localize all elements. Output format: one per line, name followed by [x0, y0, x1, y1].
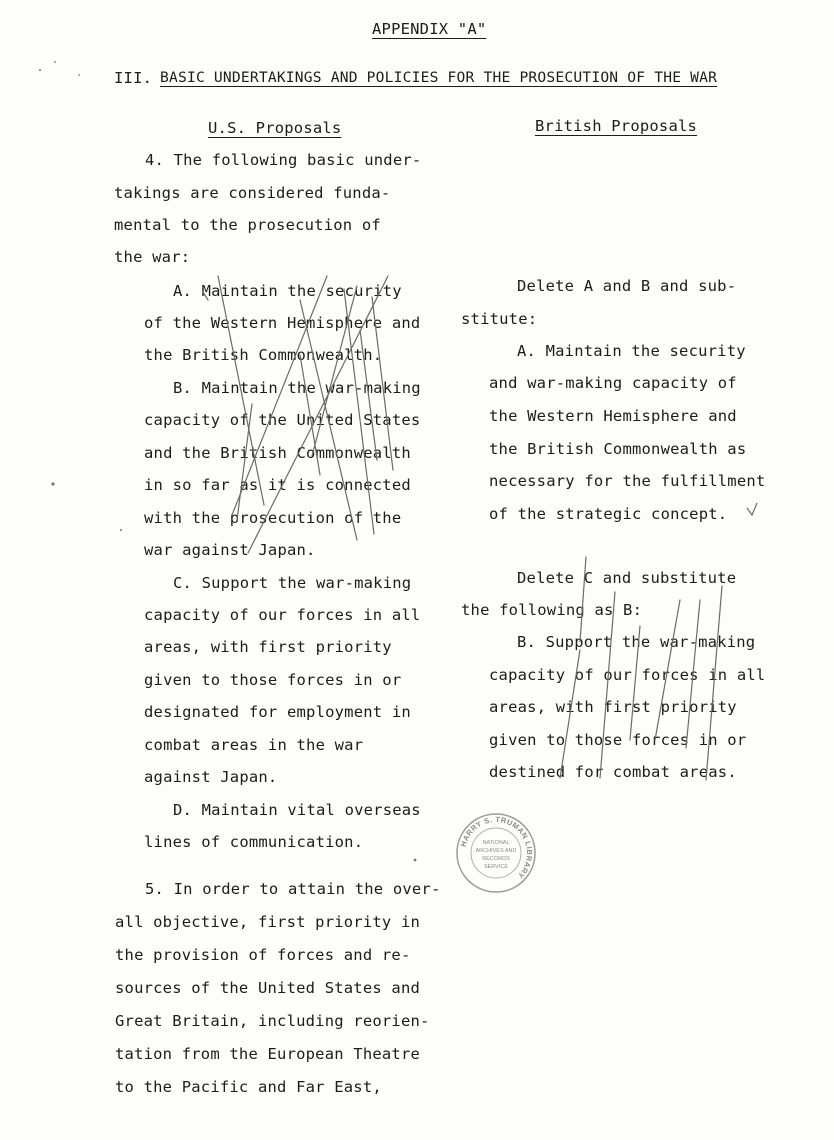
us-line: lines of communication. [144, 833, 364, 851]
british-line: and war-making capacity of [489, 374, 737, 392]
us-line: C. Support the war-making [173, 574, 412, 592]
strike-stroke [600, 592, 615, 778]
us-line: capacity of the United States [144, 411, 421, 429]
us-line: B. Maintain the war-making [173, 379, 421, 397]
british-line: Delete C and substitute [517, 569, 737, 587]
us-line: 4. The following basic under- [145, 151, 422, 169]
section-number: III. [114, 69, 153, 87]
british-line: areas, with first priority [489, 698, 737, 716]
us-line: against Japan. [144, 768, 278, 786]
us-line: of the Western Hemisphere and [144, 314, 421, 332]
british-line: A. Maintain the security [517, 342, 746, 360]
strike-stroke [312, 286, 357, 456]
paper-speck [54, 61, 56, 63]
us-line: the war: [114, 248, 191, 266]
section-title: BASIC UNDERTAKINGS AND POLICIES FOR THE PROSECUTION OF THE WAR [160, 69, 718, 86]
stamp-ring-text: HARRY S. TRUMAN LIBRARY [458, 814, 535, 881]
british-line: given to those forces in or [489, 731, 747, 749]
stamp-center-line: RECORDS [482, 856, 510, 862]
us-line: Great Britain, including reorien- [115, 1012, 430, 1030]
paper-speck [39, 69, 41, 71]
us-line: mental to the prosecution of [114, 216, 381, 234]
stamp-center-line: ARCHIVES AND [475, 848, 517, 854]
british-line: Delete A and B and sub- [517, 277, 737, 295]
british-line: B. Support the war-making [517, 633, 756, 651]
british-line: the following as B: [461, 601, 643, 619]
british-line: necessary for the fulfillment [489, 472, 766, 490]
us-line: given to those forces in or [144, 671, 402, 689]
us-proposals-heading: U.S. Proposals [208, 119, 342, 137]
british-proposals-heading: British Proposals [535, 117, 698, 135]
us-line: D. Maintain vital overseas [173, 801, 421, 819]
british-line: stitute: [461, 310, 538, 328]
us-line: 5. In order to attain the over- [145, 880, 441, 898]
us-line: in so far as it is connected [144, 476, 411, 494]
us-line: combat areas in the war [144, 736, 364, 754]
us-line: tation from the European Theatre [115, 1045, 421, 1063]
us-line: sources of the United States and [115, 979, 421, 997]
british-line: destined for combat areas. [489, 763, 737, 781]
us-line: and the British Commonwealth [144, 444, 411, 462]
us-line: all objective, first priority in [115, 913, 421, 931]
british-line: capacity of our forces in all [489, 666, 766, 684]
us-line: areas, with first priority [144, 638, 392, 656]
us-line: to the Pacific and Far East, [115, 1078, 382, 1096]
us-line: A. Maintain the security [173, 282, 402, 300]
us-line: designated for employment in [144, 703, 411, 721]
stamp-center-line: SERVICE [483, 864, 509, 870]
us-line: the provision of forces and re- [115, 946, 411, 964]
paper-speck [51, 482, 54, 485]
paper-speck [78, 74, 80, 76]
us-line: capacity of our forces in all [144, 606, 421, 624]
paper-speck [120, 529, 122, 531]
british-line: of the strategic concept. [489, 505, 728, 523]
us-line: with the prosecution of the [144, 509, 402, 527]
stamp-center-line: NATIONAL [482, 840, 510, 846]
british-line: the Western Hemisphere and [489, 407, 737, 425]
library-stamp [455, 812, 537, 894]
british-line: the British Commonwealth as [489, 440, 747, 458]
us-line: takings are considered funda- [114, 184, 391, 202]
us-line: the British Commonwealth. [144, 346, 383, 364]
check-mark [747, 503, 757, 515]
paper-speck [414, 859, 417, 862]
appendix-title: APPENDIX "A" [372, 20, 487, 38]
us-line: war against Japan. [144, 541, 316, 559]
